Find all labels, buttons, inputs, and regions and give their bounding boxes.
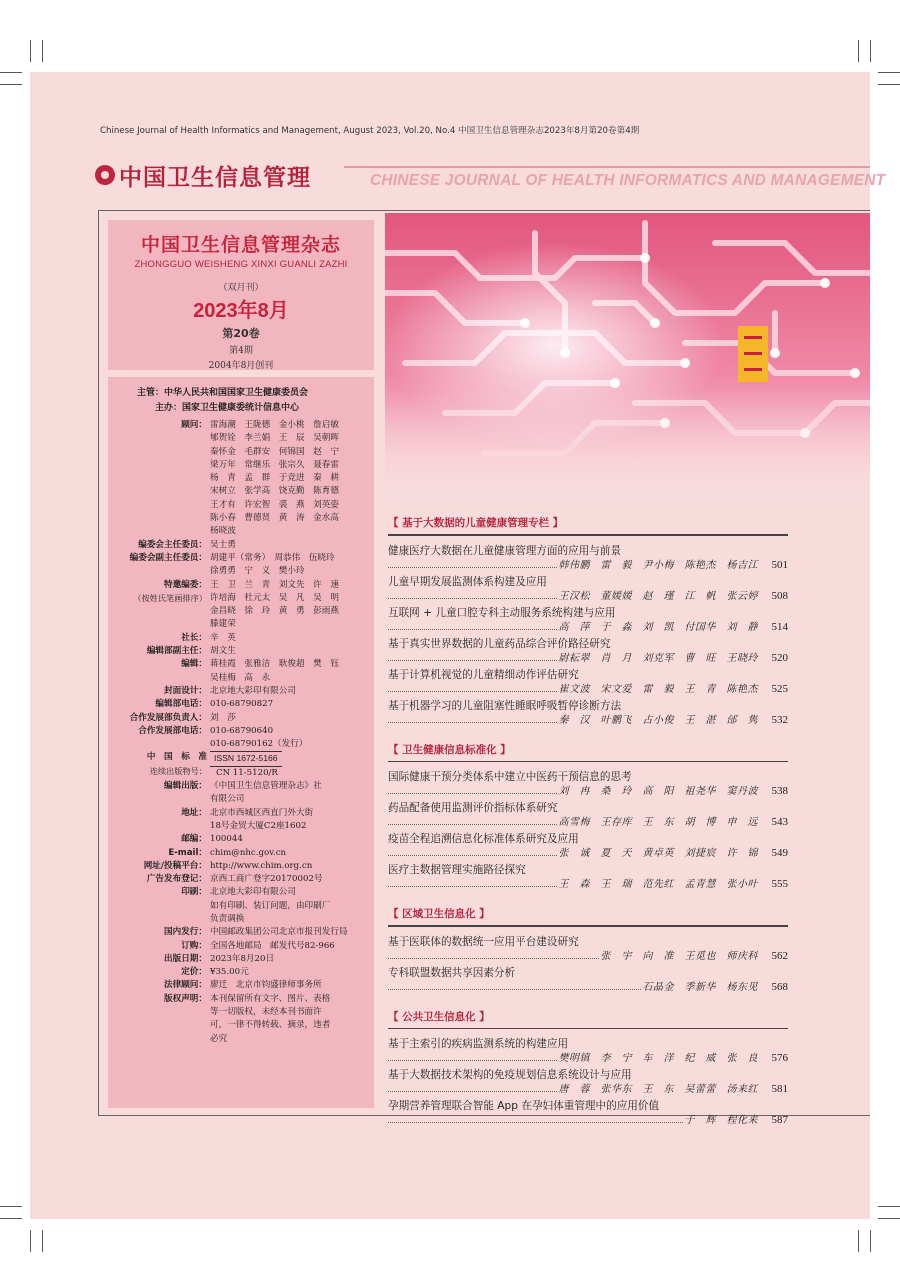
crop-mark (42, 40, 43, 62)
info-label-text: 广告发布登记： (146, 874, 207, 885)
info-label-text: 出版日期： (164, 953, 207, 964)
info-value (207, 966, 369, 979)
brand-rule (344, 166, 870, 168)
toc-article[interactable] (388, 637, 788, 666)
article-page-number: 562 (771, 949, 788, 962)
article-title[interactable]: 基于真实世界数据的儿童药品综合评价路径研究 (388, 637, 611, 650)
supervisor-line: 主管：中华人民共和国国家卫生健康委员会 (137, 388, 309, 398)
brand-title-cn: 中国卫生信息管理 (119, 164, 311, 191)
article-authors: 张 宇 向 准 王觅也 师庆科 (600, 950, 758, 962)
info-value-line: http://www.chim.org.cn (210, 860, 313, 871)
info-label (108, 419, 207, 432)
toc-section (388, 906, 788, 995)
info-row (108, 993, 374, 1046)
leader-dots (388, 1115, 683, 1123)
info-row (108, 645, 374, 658)
info-row (108, 886, 374, 926)
info-value-line: 010-68790162（发行） (210, 739, 308, 750)
info-row (108, 419, 374, 539)
info-label (108, 993, 207, 1006)
crop-mark (0, 84, 22, 85)
toc-section-title: 【 基于大数据的儿童健康管理专栏 】 (388, 517, 564, 529)
info-row (108, 940, 374, 953)
article-meta (388, 713, 788, 728)
info-value (207, 658, 369, 685)
journal-name-cn: 中国卫生信息管理杂志 (140, 234, 341, 256)
organizer-line: 主办：国家卫生健康委统计信息中心 (155, 403, 300, 413)
info-label-sub: 连续出版物号： (149, 765, 207, 776)
toc-section-rule (388, 534, 788, 536)
info-label-text: 合作发展部负责人： (129, 712, 207, 723)
info-label (108, 658, 207, 671)
crop-mark (30, 40, 31, 62)
article-authors: 石晶金 季新华 杨东见 (642, 981, 758, 993)
frequency: （双月刊） (218, 283, 264, 293)
info-label-text: 编辑出版： (164, 781, 207, 792)
info-label (108, 833, 207, 846)
toc-article[interactable] (388, 544, 788, 573)
article-authors: 韩伟鹏 雷 毅 尹小梅 陈艳杰 杨吉江 (558, 559, 758, 571)
info-label-text: 国内发行： (164, 927, 207, 938)
info-value-line: 杨 青 孟 群 于竞进 秦 耕 (210, 473, 339, 484)
info-row (108, 725, 374, 752)
info-value-line: 梁万年 常继乐 张宗久 聂春雷 (210, 459, 339, 470)
leader-dots (388, 591, 557, 599)
article-title[interactable]: 疫苗全程追溯信息化标准体系研究及应用 (388, 833, 579, 845)
info-row (108, 712, 374, 725)
toc-tab-icon (738, 326, 768, 382)
info-label-text: 社长： (181, 632, 207, 643)
article-meta (388, 877, 788, 892)
info-value-line: 宋树立 张学高 饶克勤 陈育德 (210, 486, 339, 497)
leader-dots (388, 684, 557, 692)
info-value-line: 陈小春 曹德贤 黄 涛 金水高 (210, 513, 339, 524)
info-value-line: chim@nhc.gov.cn (210, 847, 287, 858)
info-value-line: 胡建平（常务） 周恭伟 伍晓玲 (210, 552, 335, 563)
article-meta (388, 1082, 788, 1097)
leader-dots (388, 560, 557, 568)
journal-logo-icon (95, 165, 115, 185)
info-value (207, 685, 369, 698)
info-label-text: 订购： (181, 940, 207, 951)
crop-mark (878, 84, 900, 85)
info-value (207, 873, 369, 886)
info-label-text: 编辑部电话： (155, 699, 207, 710)
info-row (108, 780, 374, 807)
info-value-line: 雷海潮 王陇德 金小桃 詹启敏 (210, 420, 339, 430)
info-value-line: 北京市西城区西直门外大街 (210, 807, 314, 818)
info-value (207, 579, 369, 632)
info-value-line: 蒋桂霞 张雅洁 耿俊超 樊 钰 (210, 659, 339, 670)
running-header: Chinese Journal of Health Informatics and Management, August 2023, Vol.20, No.4 中国卫生信息管理杂志2023年8月第20卷第4期 (100, 126, 640, 136)
toc-article[interactable] (388, 1068, 788, 1097)
article-title[interactable]: 孕期营养管理联合智能 App 在孕妇体重管理中的应用价值 (388, 1100, 660, 1112)
info-label-text: 法律顾问： (164, 980, 207, 991)
info-value (207, 712, 369, 725)
info-value-line: 秦怀金 毛群安 何锦国 赵 宁 (210, 446, 339, 457)
issue-number: 第4期 (229, 346, 253, 356)
leader-dots (388, 817, 557, 825)
article-title[interactable]: 基于医联体的数据统一应用平台建设研究 (388, 935, 579, 948)
info-label (108, 725, 207, 738)
article-meta (388, 949, 788, 964)
article-title[interactable]: 国际健康干预分类体系中建立中医药干预信息的思考 (388, 771, 632, 783)
crop-mark (858, 40, 859, 62)
info-value-line: 杨晓波 (210, 526, 236, 537)
info-row (108, 698, 374, 711)
crop-mark (878, 1218, 900, 1219)
info-value (207, 552, 369, 579)
info-row (108, 632, 374, 645)
info-value-line: 金昌晓 徐 玲 黄 勇 彭雨燕 (210, 606, 339, 617)
crop-mark (870, 40, 871, 62)
article-page-number: 568 (771, 980, 788, 993)
info-value-line: 中国邮政集团公司北京市报刊发行局 (210, 927, 348, 938)
info-label-text: 定价： (181, 967, 207, 978)
journal-name-pinyin: ZHONGGUO WEISHENG XINXI GUANLI ZAZHI (134, 259, 348, 270)
info-label (108, 751, 207, 778)
info-label-text: 编辑： (181, 659, 207, 670)
toc-article[interactable] (388, 1037, 788, 1066)
info-value-line: 北京地大彩印有限公司 (210, 887, 296, 898)
article-page-number: 543 (771, 816, 788, 828)
article-title[interactable]: 基于主索引的疾病监测系统的构建应用 (388, 1038, 569, 1050)
toc-article[interactable] (388, 1099, 788, 1128)
info-value-line: 郇贺铨 李兰娟 王 辰 吴朝晖 (210, 433, 339, 444)
info-label (108, 940, 207, 953)
leader-dots (388, 982, 641, 990)
info-row (108, 966, 374, 979)
leader-dots (388, 653, 557, 661)
leader-dots (388, 1084, 557, 1092)
info-value (207, 833, 369, 846)
info-value-line: 《中国卫生信息管理杂志》社 (210, 781, 322, 792)
article-page-number: 525 (771, 682, 788, 695)
leader-dots (388, 951, 599, 959)
toc-article[interactable] (388, 832, 788, 861)
info-value-line: 负责调换 (210, 913, 245, 924)
info-row (108, 658, 374, 685)
info-value (207, 993, 369, 1046)
toc-article[interactable] (388, 935, 788, 964)
article-title[interactable]: 基于机器学习的儿童阻塞性睡眠呼吸暂停诊断方法 (388, 699, 622, 712)
leader-dots (388, 848, 557, 856)
info-value-line: 必究 (210, 1033, 228, 1044)
info-value-line: 胡文生 (210, 646, 236, 657)
info-value-line: 廖迁 北京市钧盛律师事务所 (210, 980, 322, 991)
info-label-text: 编委会主任委员： (138, 539, 207, 550)
info-label (108, 926, 207, 939)
article-meta (388, 980, 788, 995)
article-authors: 高雪梅 王存库 王 东 胡 博 申 远 (558, 817, 758, 828)
toc-section-rule (388, 925, 788, 927)
info-value-line: 刘 莎 (210, 712, 236, 723)
table-of-contents (388, 515, 788, 1130)
toc-section-title: 【 区域卫生信息化 】 (388, 908, 490, 920)
article-authors: 王汉松 董媛媛 赵 瑾 江 帆 张云婷 (558, 590, 758, 602)
article-authors: 崔文波 宋文爱 雷 毅 王 青 陈艳杰 (558, 683, 758, 695)
toc-article[interactable] (388, 668, 788, 697)
info-value (207, 847, 369, 860)
info-value (207, 632, 369, 645)
info-row (108, 873, 374, 886)
info-label (108, 645, 207, 658)
info-label (108, 780, 207, 793)
info-value (207, 860, 369, 873)
info-value-line: 18号金贸大厦C2座1602 (210, 820, 307, 831)
info-value (207, 419, 369, 539)
info-label-text: 网址/投稿平台： (143, 860, 207, 871)
article-meta (388, 620, 788, 635)
article-authors: 高 萍 于 淼 刘 凯 付国华 刘 静 (558, 621, 758, 633)
article-authors: 于 辉 程化来 (684, 1115, 758, 1126)
leader-dots (388, 622, 557, 630)
founded-date: 2004年8月创刊 (208, 361, 274, 371)
article-meta (388, 589, 788, 604)
info-value (207, 953, 369, 966)
article-meta (388, 651, 788, 666)
toc-section-rule (388, 761, 788, 763)
article-authors: 刘 冉 桑 玲 高 阳 祖尧华 窦丹波 (558, 786, 758, 797)
info-label-text: 邮编： (181, 834, 207, 845)
article-page-number: 555 (771, 878, 788, 890)
info-value-line: 2023年8月20日 (210, 953, 275, 964)
article-meta (388, 815, 788, 830)
info-value-line: 京西工商广登字20170002号 (210, 874, 323, 885)
crop-mark (0, 72, 22, 73)
info-row (108, 751, 374, 780)
info-row (108, 860, 374, 873)
info-label-text: 中 国 标 准 (146, 752, 207, 763)
info-label (108, 860, 207, 873)
info-row (108, 807, 374, 834)
article-title[interactable]: 医疗主数据管理实施路径探究 (388, 864, 526, 876)
info-value-line: 如有印刷、装订问题，由印刷厂 (210, 900, 331, 911)
info-value (207, 725, 369, 752)
info-value-line: 吴桂梅 高 永 (210, 672, 271, 683)
issn-number: ISSN 1672-5166 (210, 751, 282, 766)
info-value-line: 辛 英 (210, 632, 236, 643)
info-value (207, 539, 369, 552)
info-row (108, 926, 374, 939)
toc-article[interactable] (388, 801, 788, 830)
info-label-text: 编委会副主任委员： (129, 552, 207, 563)
info-value-line: 100044 (210, 834, 243, 845)
info-value-line: 吴士勇 (210, 539, 236, 550)
article-title[interactable]: 健康医疗大数据在儿童健康管理方面的应用与前景 (388, 544, 622, 557)
toc-section (388, 742, 788, 893)
info-value-line: 全国各地邮局 邮发代号82-966 (210, 940, 335, 951)
info-value-line: 许培海 杜元太 吴 凡 吴 明 (210, 592, 339, 603)
info-row (108, 685, 374, 698)
info-value-line: ¥35.00元 (210, 967, 249, 978)
article-meta (388, 784, 788, 799)
issue-date: 2023年8月 (193, 300, 289, 322)
info-label (108, 552, 207, 565)
info-rows (108, 419, 374, 1046)
info-value-line: 滕建荣 (210, 619, 236, 630)
info-value (207, 780, 369, 807)
info-value-line: 等一切版权，未经本刊书面许 (210, 1007, 322, 1018)
toc-section (388, 1009, 788, 1129)
crop-mark (42, 1230, 43, 1252)
toc-article[interactable] (388, 966, 788, 995)
article-authors: 樊明镇 李 宁 车 洋 纪 威 张 良 (558, 1053, 758, 1064)
info-label (108, 953, 207, 966)
info-row (108, 552, 374, 579)
article-page-number: 576 (771, 1052, 788, 1064)
crop-mark (30, 1230, 31, 1252)
article-authors: 唐 蓉 张华东 王 东 吴蕾蕾 汤来红 (558, 1084, 758, 1095)
article-title[interactable]: 基于大数据技术架构的免疫规划信息系统设计与应用 (388, 1069, 632, 1081)
info-value-line: 徐勇勇 宁 义 樊小玲 (210, 566, 305, 577)
leader-dots (388, 715, 557, 723)
leader-dots (388, 786, 557, 794)
info-value (207, 886, 369, 926)
masthead (108, 220, 374, 370)
toc-article[interactable] (388, 575, 788, 604)
article-title[interactable]: 专科联盟数据共享因素分析 (388, 966, 516, 979)
info-value-line: CN 11-5120/R (216, 767, 278, 778)
article-meta (388, 1051, 788, 1066)
info-label (108, 966, 207, 979)
info-row (108, 833, 374, 846)
leader-dots (388, 1053, 557, 1061)
article-authors: 王 森 王 瑞 范先红 孟青慧 张小叶 (558, 879, 758, 890)
article-authors: 张 诚 夏 天 黄卓英 刘捷宸 许 锦 (558, 848, 758, 859)
crop-mark (878, 1206, 900, 1207)
crop-mark (0, 1218, 22, 1219)
info-label-text: 顾问： (181, 420, 207, 430)
info-label (108, 579, 207, 606)
toc-section-title: 【 公共卫生信息化 】 (388, 1010, 490, 1023)
info-label (108, 632, 207, 645)
article-page-number: 587 (771, 1114, 788, 1126)
info-label-text: 编辑部副主任： (146, 646, 207, 657)
info-label-sub: （按姓氏笔画排序） (133, 592, 207, 603)
info-value (207, 751, 369, 780)
info-label (108, 712, 207, 725)
info-value (207, 926, 369, 939)
article-page-number: 520 (771, 651, 788, 664)
info-row (108, 953, 374, 966)
info-value-line: 010-68790827 (210, 699, 274, 710)
info-label-text: 合作发展部电话： (138, 725, 207, 736)
crop-mark (0, 1206, 22, 1207)
info-value-line: 王 卫 兰 青 刘文先 许 速 (210, 579, 339, 590)
article-page-number: 508 (771, 589, 788, 602)
article-page-number: 538 (771, 785, 788, 797)
toc-section-rule (388, 1028, 788, 1030)
info-row (108, 847, 374, 860)
info-value (207, 645, 369, 658)
info-value (207, 940, 369, 953)
info-label-text: 印刷： (181, 887, 207, 898)
info-row (108, 539, 374, 552)
info-label-text: 特邀编委： (164, 579, 207, 590)
info-label (108, 698, 207, 711)
article-meta (388, 1113, 788, 1128)
info-value-line: 北京地大彩印有限公司 (210, 685, 296, 696)
brand-header (95, 157, 311, 193)
article-authors: 秦 汉 叶鹏飞 占小俊 王 湛 邰 隽 (558, 714, 758, 726)
article-page-number: 549 (771, 847, 788, 859)
article-page-number: 581 (771, 1083, 788, 1095)
info-value-line: 010-68790640 (210, 725, 274, 736)
info-value-line: 可，一律不得转载、摘录，违者 (210, 1020, 331, 1031)
article-page-number: 532 (771, 713, 788, 726)
info-row (108, 579, 374, 632)
info-label (108, 979, 207, 992)
info-value-line: 王才有 许宏智 裘 燕 刘英姿 (210, 499, 339, 510)
article-title[interactable]: 互联网 + 儿童口腔专科主动服务系统构建与应用 (388, 606, 616, 619)
article-page-number: 501 (771, 558, 788, 571)
info-label (108, 539, 207, 552)
article-meta (388, 558, 788, 573)
toc-article[interactable] (388, 606, 788, 635)
info-value (207, 698, 369, 711)
cover-circuit-image (385, 213, 870, 508)
info-label-text: 版权声明： (164, 993, 207, 1004)
info-label (108, 847, 207, 860)
editorial-info (108, 377, 374, 1108)
circuit-board-illustration (385, 213, 870, 508)
toc-section-title: 【 卫生健康信息标准化 】 (388, 743, 511, 756)
article-title[interactable]: 基于计算机视觉的儿童精细动作评估研究 (388, 668, 579, 681)
info-row (108, 979, 374, 992)
info-label (108, 886, 207, 899)
toc-article[interactable] (388, 863, 788, 892)
info-label (108, 685, 207, 698)
info-label-text: 地址： (181, 807, 207, 818)
toc-section (388, 515, 788, 728)
article-meta (388, 846, 788, 861)
info-label (108, 873, 207, 886)
leader-dots (388, 879, 557, 887)
info-label (108, 807, 207, 820)
brand-title-en: CHINESE JOURNAL OF HEALTH INFORMATICS AND MANAGEMENT (370, 172, 886, 189)
info-value (207, 979, 369, 992)
crop-mark (858, 1230, 859, 1252)
crop-mark (878, 72, 900, 73)
info-label-text: E-mail： (168, 847, 207, 858)
info-value-line: 本刊保留所有文字、图片、表格 (210, 993, 331, 1004)
info-value (207, 807, 369, 834)
info-label-text: 封面设计： (164, 685, 207, 696)
article-title[interactable]: 儿童早期发展监测体系构建及应用 (388, 575, 547, 588)
toc-article[interactable] (388, 699, 788, 728)
article-authors: 尉耘翠 肖 月 刘克军 曹 旺 王晓玲 (558, 652, 758, 664)
volume: 第20卷 (222, 327, 260, 340)
article-title[interactable]: 药品配备使用监测评价指标体系研究 (388, 802, 558, 814)
article-meta (388, 682, 788, 697)
toc-article[interactable] (388, 770, 788, 799)
article-page-number: 514 (771, 620, 788, 633)
info-value-line: 有限公司 (210, 794, 245, 805)
crop-mark (870, 1230, 871, 1252)
